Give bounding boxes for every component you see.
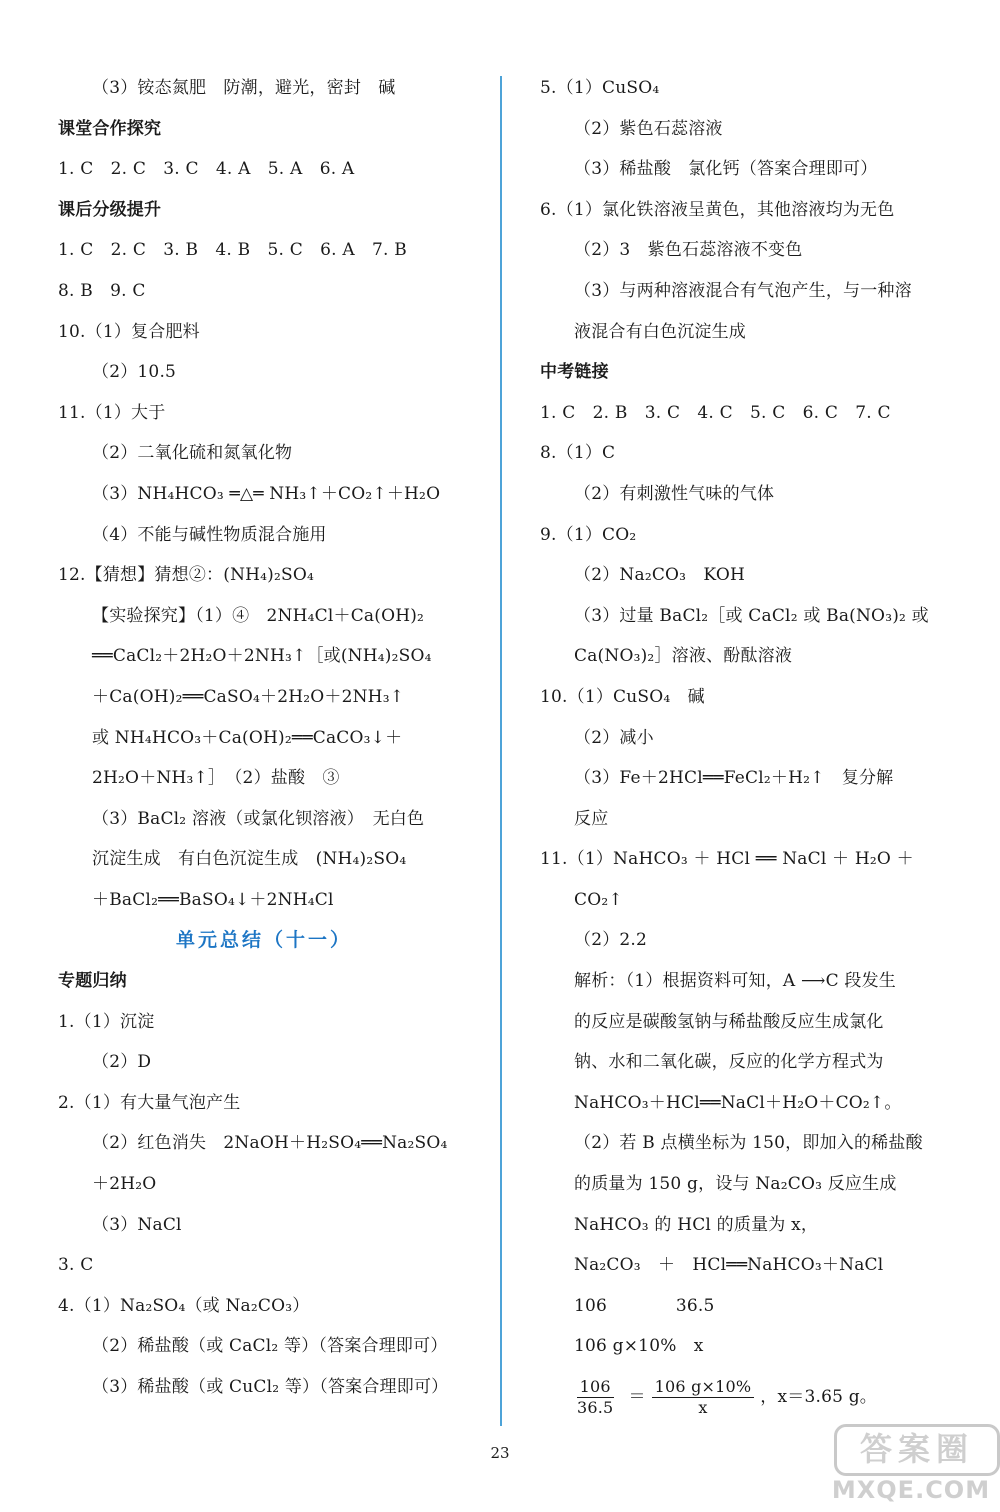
- left-line: 11.（1）大于: [58, 402, 166, 423]
- right-line: 1. C 2. B 3. C 4. C 5. C 6. C 7. C: [540, 402, 891, 423]
- left-line: 12.【猜想】猜想②：(NH₄)₂SO₄: [58, 565, 315, 586]
- right-column-lines: [540, 68, 950, 1367]
- right-line: （3）过量 BaCl₂［或 CaCl₂ 或 Ba(NO₃)₂ 或: [574, 605, 929, 626]
- right-line: （2）3 紫色石蕊溶液不变色: [574, 240, 803, 261]
- right-column: [540, 68, 950, 1427]
- right-line: 中考链接: [540, 362, 609, 383]
- right-line: （2）若 B 点横坐标为 150，即加入的稀盐酸: [574, 1133, 923, 1154]
- right-line: 解析：（1）根据资料可知，A ⟶C 段发生: [574, 971, 896, 992]
- right-line: 钠、水和二氧化碳，反应的化学方程式为: [574, 1052, 884, 1073]
- right-line: （3）与两种溶液混合有气泡产生，与一种溶: [574, 280, 912, 301]
- left-line: ＋2H₂O: [92, 1174, 157, 1195]
- fraction-1: [574, 1377, 616, 1418]
- right-line: 10.（1）CuSO₄ 碱: [540, 686, 705, 707]
- left-line: （2）D: [92, 1052, 152, 1073]
- left-line: 1.（1）沉淀: [58, 1011, 155, 1032]
- left-line: 3. C: [58, 1255, 94, 1276]
- left-line: 2H₂O＋NH₃↑］ （2）盐酸 ③: [92, 768, 340, 789]
- left-line: 单元总结（十一）: [175, 929, 352, 952]
- fraction-result: ，x＝3.65 g。: [760, 1387, 878, 1407]
- left-line: （2）红色消失 2NaOH＋H₂SO₄══Na₂SO₄: [92, 1133, 448, 1154]
- right-line: 106 g×10% x: [574, 1336, 704, 1357]
- left-line: （3）NaCl: [92, 1214, 182, 1235]
- left-line: （3）稀盐酸（或 CuCl₂ 等）（答案合理即可）: [92, 1377, 449, 1397]
- right-line: Na₂CO₃ ＋ HCl══NaHCO₃＋NaCl: [574, 1255, 884, 1276]
- left-line: （3）铵态氮肥 防潮，避光，密封 碱: [92, 78, 396, 98]
- left-line: 沉淀生成 有白色沉淀生成 (NH₄)₂SO₄: [92, 849, 407, 870]
- left-line: 1. C 2. C 3. C 4. A 5. A 6. A: [58, 159, 355, 180]
- right-line: （2）Na₂CO₃ KOH: [574, 565, 746, 586]
- fraction-2: [652, 1377, 755, 1418]
- right-line: 液混合有白色沉淀生成: [574, 321, 746, 342]
- left-line: （2）二氧化硫和氮氧化物: [92, 443, 293, 464]
- right-line: 8.（1）C: [540, 443, 616, 464]
- left-line: （2）10.5: [92, 362, 177, 383]
- left-line: 1. C 2. C 3. B 4. B 5. C 6. A 7. B: [58, 240, 407, 261]
- left-line: 或 NH₄HCO₃＋Ca(OH)₂══CaCO₃↓＋: [92, 727, 403, 748]
- right-line: 的质量为 150 g，设与 Na₂CO₃ 反应生成: [574, 1174, 897, 1195]
- equals-sign: ＝: [628, 1387, 646, 1407]
- left-line: 【实验探究】（1）④ 2NH₄Cl＋Ca(OH)₂: [92, 605, 425, 626]
- left-line: （3）BaCl₂ 溶液（或氯化钡溶液） 无白色: [92, 808, 425, 829]
- left-line: 课后分级提升: [58, 199, 162, 220]
- left-line: （4）不能与碱性物质混合施用: [92, 524, 327, 545]
- fraction-2-denominator: x: [698, 1397, 708, 1417]
- right-line: （2）2.2: [574, 930, 648, 951]
- right-line: （2）减小: [574, 727, 654, 748]
- fraction-2-numerator: 106 g×10%: [652, 1377, 755, 1398]
- watermark-logo: [826, 1424, 996, 1506]
- right-line: 5.（1）CuSO₄: [540, 78, 660, 98]
- right-line: （3）稀盐酸 氯化钙（答案合理即可）: [574, 159, 878, 180]
- column-divider: [500, 76, 502, 1426]
- watermark-text: 答案圈: [834, 1424, 1000, 1476]
- left-column: [58, 68, 470, 1408]
- fraction-1-numerator: 106: [577, 1377, 614, 1398]
- left-line: （3）NH₄HCO₃ ═△═ NH₃↑＋CO₂↑＋H₂O: [92, 483, 441, 504]
- left-line: ＋Ca(OH)₂══CaSO₄＋2H₂O＋2NH₃↑: [92, 686, 405, 707]
- right-line: （2）紫色石蕊溶液: [574, 118, 723, 139]
- right-line: CO₂↑: [574, 889, 623, 910]
- right-line: 106 36.5: [574, 1295, 715, 1316]
- right-line: 反应: [574, 808, 609, 829]
- right-line: （2）有刺激性气味的气体: [574, 483, 775, 504]
- right-line: 的反应是碳酸氢钠与稀盐酸反应生成氯化: [574, 1011, 884, 1032]
- left-line: 专题归纳: [58, 971, 127, 992]
- right-line: NaHCO₃ 的 HCl 的质量为 x，: [574, 1214, 819, 1235]
- left-line: 8. B 9. C: [58, 280, 146, 301]
- right-line: Ca(NO₃)₂］溶液、酚酞溶液: [574, 646, 793, 667]
- left-line: ══CaCl₂＋2H₂O＋2NH₃↑［或(NH₄)₂SO₄: [92, 646, 432, 667]
- left-line: 10.（1）复合肥料: [58, 321, 200, 342]
- left-line: 4.（1）Na₂SO₄（或 Na₂CO₃）: [58, 1295, 310, 1316]
- right-line: （3）Fe＋2HCl══FeCl₂＋H₂↑ 复分解: [574, 768, 894, 789]
- right-line: NaHCO₃＋HCl══NaCl＋H₂O＋CO₂↑。: [574, 1092, 902, 1113]
- left-line: ＋BaCl₂══BaSO₄↓＋2NH₄Cl: [92, 889, 334, 910]
- right-line: 6.（1）氯化铁溶液呈黄色，其他溶液均为无色: [540, 199, 895, 220]
- left-line: （2）稀盐酸（或 CaCl₂ 等）（答案合理即可）: [92, 1336, 448, 1357]
- left-line: 课堂合作探究: [58, 118, 162, 139]
- right-line: 11.（1）NaHCO₃ ＋ HCl ══ NaCl ＋ H₂O ＋: [540, 849, 914, 870]
- page-number: 23: [490, 1444, 510, 1462]
- watermark-url: MXQE.COM: [831, 1476, 991, 1504]
- fraction-equation: [540, 1367, 950, 1427]
- right-line: 9.（1）CO₂: [540, 524, 637, 545]
- left-line: 2.（1）有大量气泡产生: [58, 1092, 241, 1113]
- fraction-1-denominator: 36.5: [577, 1397, 614, 1417]
